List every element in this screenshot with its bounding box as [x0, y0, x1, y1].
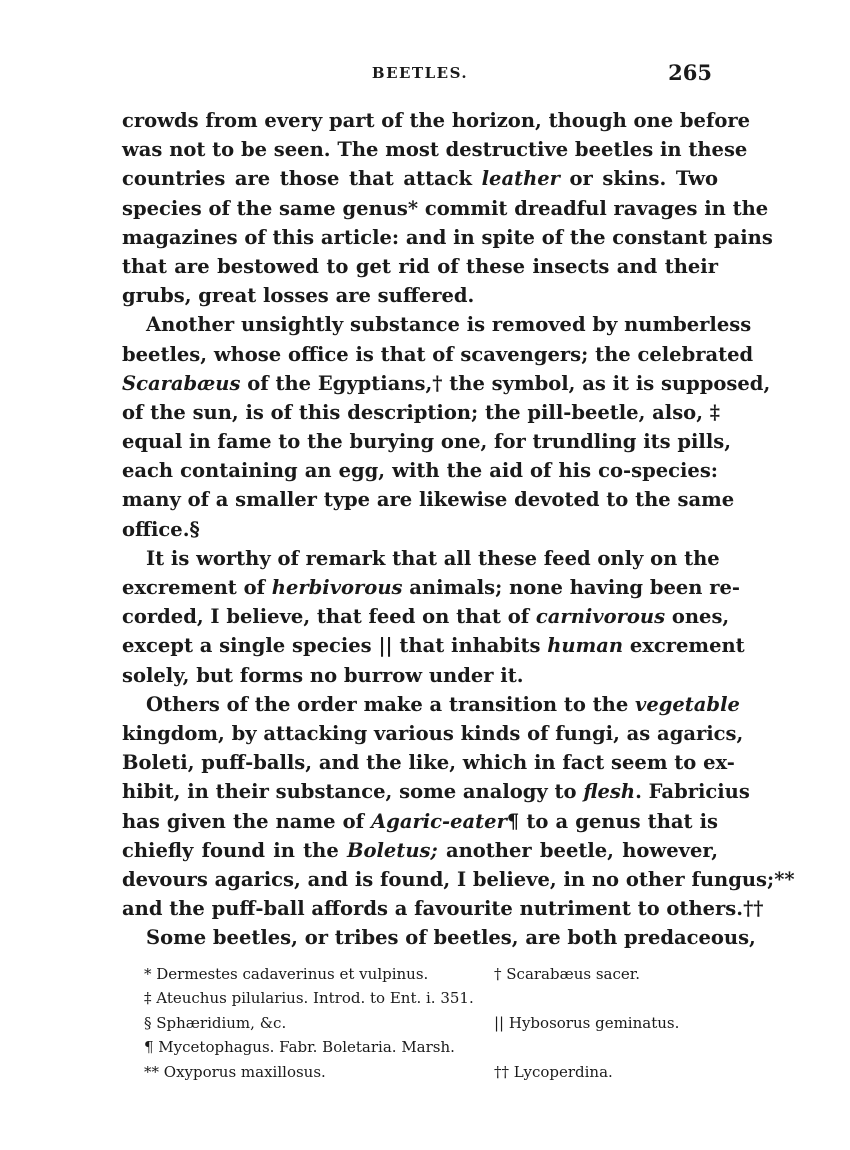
- text-line: species of the same genus* commit dreadful ravages in the: [122, 196, 769, 220]
- text-line: devours agarics, and is found, I believe, in no other fungus;**: [122, 867, 795, 891]
- text-line: solely, but forms no burrow under it.: [122, 663, 524, 687]
- footnote: †† Lycoperdina.: [494, 1062, 613, 1081]
- text-line: kingdom, by attacking various kinds of fungi, as agarics,: [122, 721, 744, 745]
- text-line: was not to be seen. The most destructive beetles in these: [122, 138, 748, 162]
- text-line: has given the name of Agaric-eater¶ to a genus that is: [122, 809, 718, 833]
- text-line: excrement of herbivorous animals; none having been re-: [122, 576, 741, 599]
- text-line: equal in fame to the burying one, for trundling its pills,: [122, 430, 732, 454]
- footnote: † Scarabæus sacer.: [494, 965, 641, 983]
- running-title: BEETLES.: [371, 64, 469, 82]
- text-line: except a single species || that inhabits human excrement: [122, 634, 745, 658]
- text-line: of the sun, is of this description; the pill-beetle, also, ‡: [122, 400, 720, 424]
- text-line: hibit, in their substance, some analogy to flesh. Fabricius: [122, 780, 750, 804]
- text-line: that are bestowed to get rid of these insects and their: [122, 254, 718, 278]
- body-text: [122, 106, 795, 952]
- text-line: and the puff-ball affords a favourite nutriment to others.††: [122, 897, 764, 921]
- page-header: [122, 60, 718, 90]
- footnotes: [144, 962, 724, 1084]
- footnote-row: [144, 962, 724, 986]
- footnote-row: [144, 1060, 724, 1084]
- text-line: office.§: [122, 517, 200, 541]
- text-line: Others of the order make a transition to the vegetable: [146, 692, 740, 716]
- text-line: many of a smaller type are likewise devoted to the same: [122, 488, 735, 512]
- page-number: 265: [668, 60, 712, 85]
- text-line: Scarabæus of the Egyptians,† the symbol, as it is supposed,: [122, 371, 771, 395]
- text-line: corded, I believe, that feed on that of carnivorous ones,: [122, 605, 730, 629]
- text-line: magazines of this article: and in spite of the constant pains: [122, 225, 773, 249]
- text-line: chiefly found in the Boletus; another beetle, however,: [122, 838, 718, 862]
- footnote: ¶ Mycetophagus. Fabr. Boletaria. Marsh.: [144, 1038, 455, 1057]
- text-line: It is worthy of remark that all these feed only on the: [146, 546, 720, 570]
- text-line: grubs, great losses are suffered.: [122, 284, 475, 308]
- footnote: * Dermestes cadaverinus et vulpinus.: [144, 965, 429, 983]
- text-line: Some beetles, or tribes of beetles, are both predaceous,: [146, 926, 756, 950]
- text-line: beetles, whose office is that of scavengers; the celebrated: [122, 342, 754, 366]
- footnote: ** Oxyporus maxillosus.: [144, 1062, 326, 1081]
- footnote: || Hybosorus geminatus.: [494, 1013, 680, 1032]
- text-line: Boleti, puff-balls, and the like, which in fact seem to ex-: [122, 751, 735, 775]
- text-line: each containing an egg, with the aid of his co-species:: [122, 459, 718, 483]
- text-line: countries are those that attack leather or skins. Two: [122, 167, 718, 191]
- footnote-row: [144, 1035, 724, 1059]
- footnote-row: [144, 986, 724, 1010]
- footnote-row: [144, 1011, 724, 1035]
- footnote: ‡ Ateuchus pilularius. Introd. to Ent. i. 351.: [144, 989, 474, 1008]
- footnote: § Sphæridium, &c.: [144, 1013, 287, 1032]
- text-line: crowds from every part of the horizon, though one before: [122, 109, 751, 132]
- text-line: Another unsightly substance is removed by numberless: [146, 313, 752, 337]
